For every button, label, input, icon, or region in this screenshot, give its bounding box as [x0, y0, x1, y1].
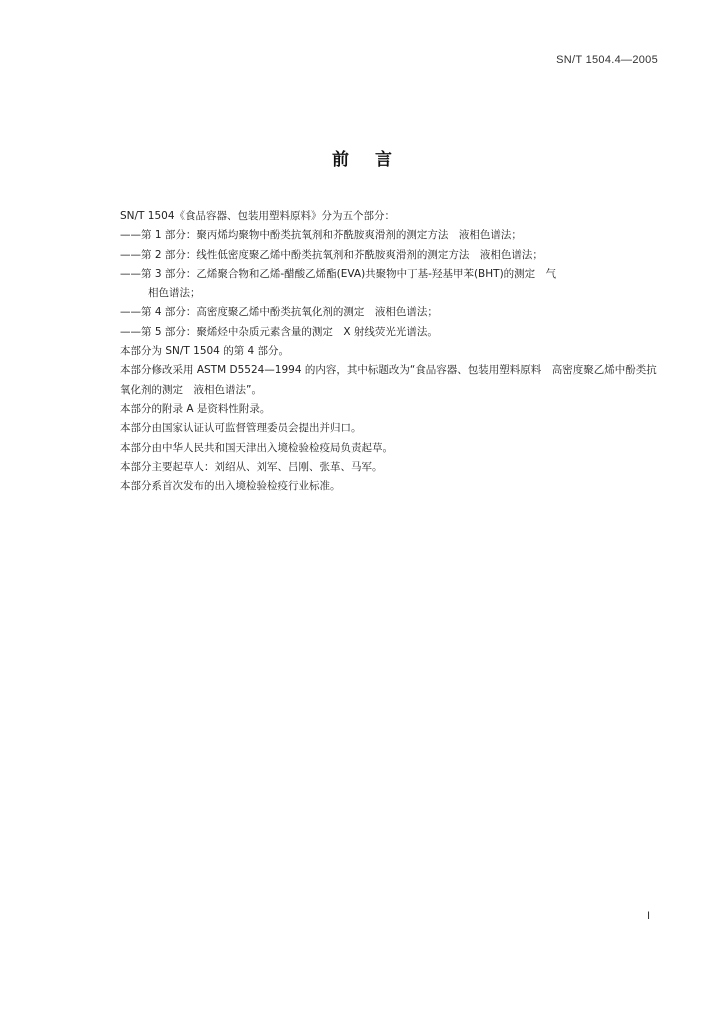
- part-3-item-continued: 相色谱法；: [148, 287, 201, 300]
- drafters-paragraph: 本部分主要起草人：刘绍从、刘军、吕刚、张革、马军。: [120, 460, 383, 473]
- foreword-body: [100, 207, 658, 496]
- page-number: I: [646, 910, 650, 922]
- this-part-paragraph: 本部分为 SN/T 1504 的第 4 部分。: [120, 345, 290, 358]
- first-issue-paragraph: 本部分系首次发布的出入境检验检疫行业标准。: [120, 480, 341, 493]
- part-5-item: ——第 5 部分：聚烯烃中杂质元素含量的测定 X 射线荧光光谱法。: [120, 325, 438, 338]
- intro-paragraph: SN/T 1504《食品容器、包装用塑料原料》分为五个部分：: [120, 210, 396, 222]
- part-4-item: ——第 4 部分：高密度聚乙烯中酚类抗氧化剂的测定 液相色谱法；: [120, 306, 438, 319]
- part-3-item: ——第 3 部分：乙烯聚合物和乙烯-醋酸乙烯酯(EVA)共聚物中丁基-羟基甲苯(BHT)的测定 气: [120, 267, 557, 280]
- proposed-by-paragraph: 本部分由国家认证认可监督管理委员会提出并归口。: [120, 422, 362, 435]
- part-2-item: ——第 2 部分：线性低密度聚乙烯中酚类抗氧剂和芥酰胺爽滑剂的测定方法 液相色谱法；: [120, 248, 543, 261]
- page-title: 前言: [332, 150, 418, 170]
- part-1-item: ——第 1 部分：聚丙烯均聚物中酚类抗氧剂和芥酰胺爽滑剂的测定方法 液相色谱法；: [120, 229, 522, 242]
- modified-adoption-paragraph: 本部分修改采用 ASTM D5524—1994 的内容，其中标题改为“食品容器、包装用塑料原料 高密度聚乙烯中酚类抗氧化剂的测定 液相色谱法”。: [120, 364, 657, 396]
- standard-code: SN/T 1504.4—2005: [556, 54, 658, 66]
- annex-paragraph: 本部分的附录 A 是资料性附录。: [120, 402, 271, 415]
- drafted-by-paragraph: 本部分由中华人民共和国天津出入境检验检疫局负责起草。: [120, 441, 393, 454]
